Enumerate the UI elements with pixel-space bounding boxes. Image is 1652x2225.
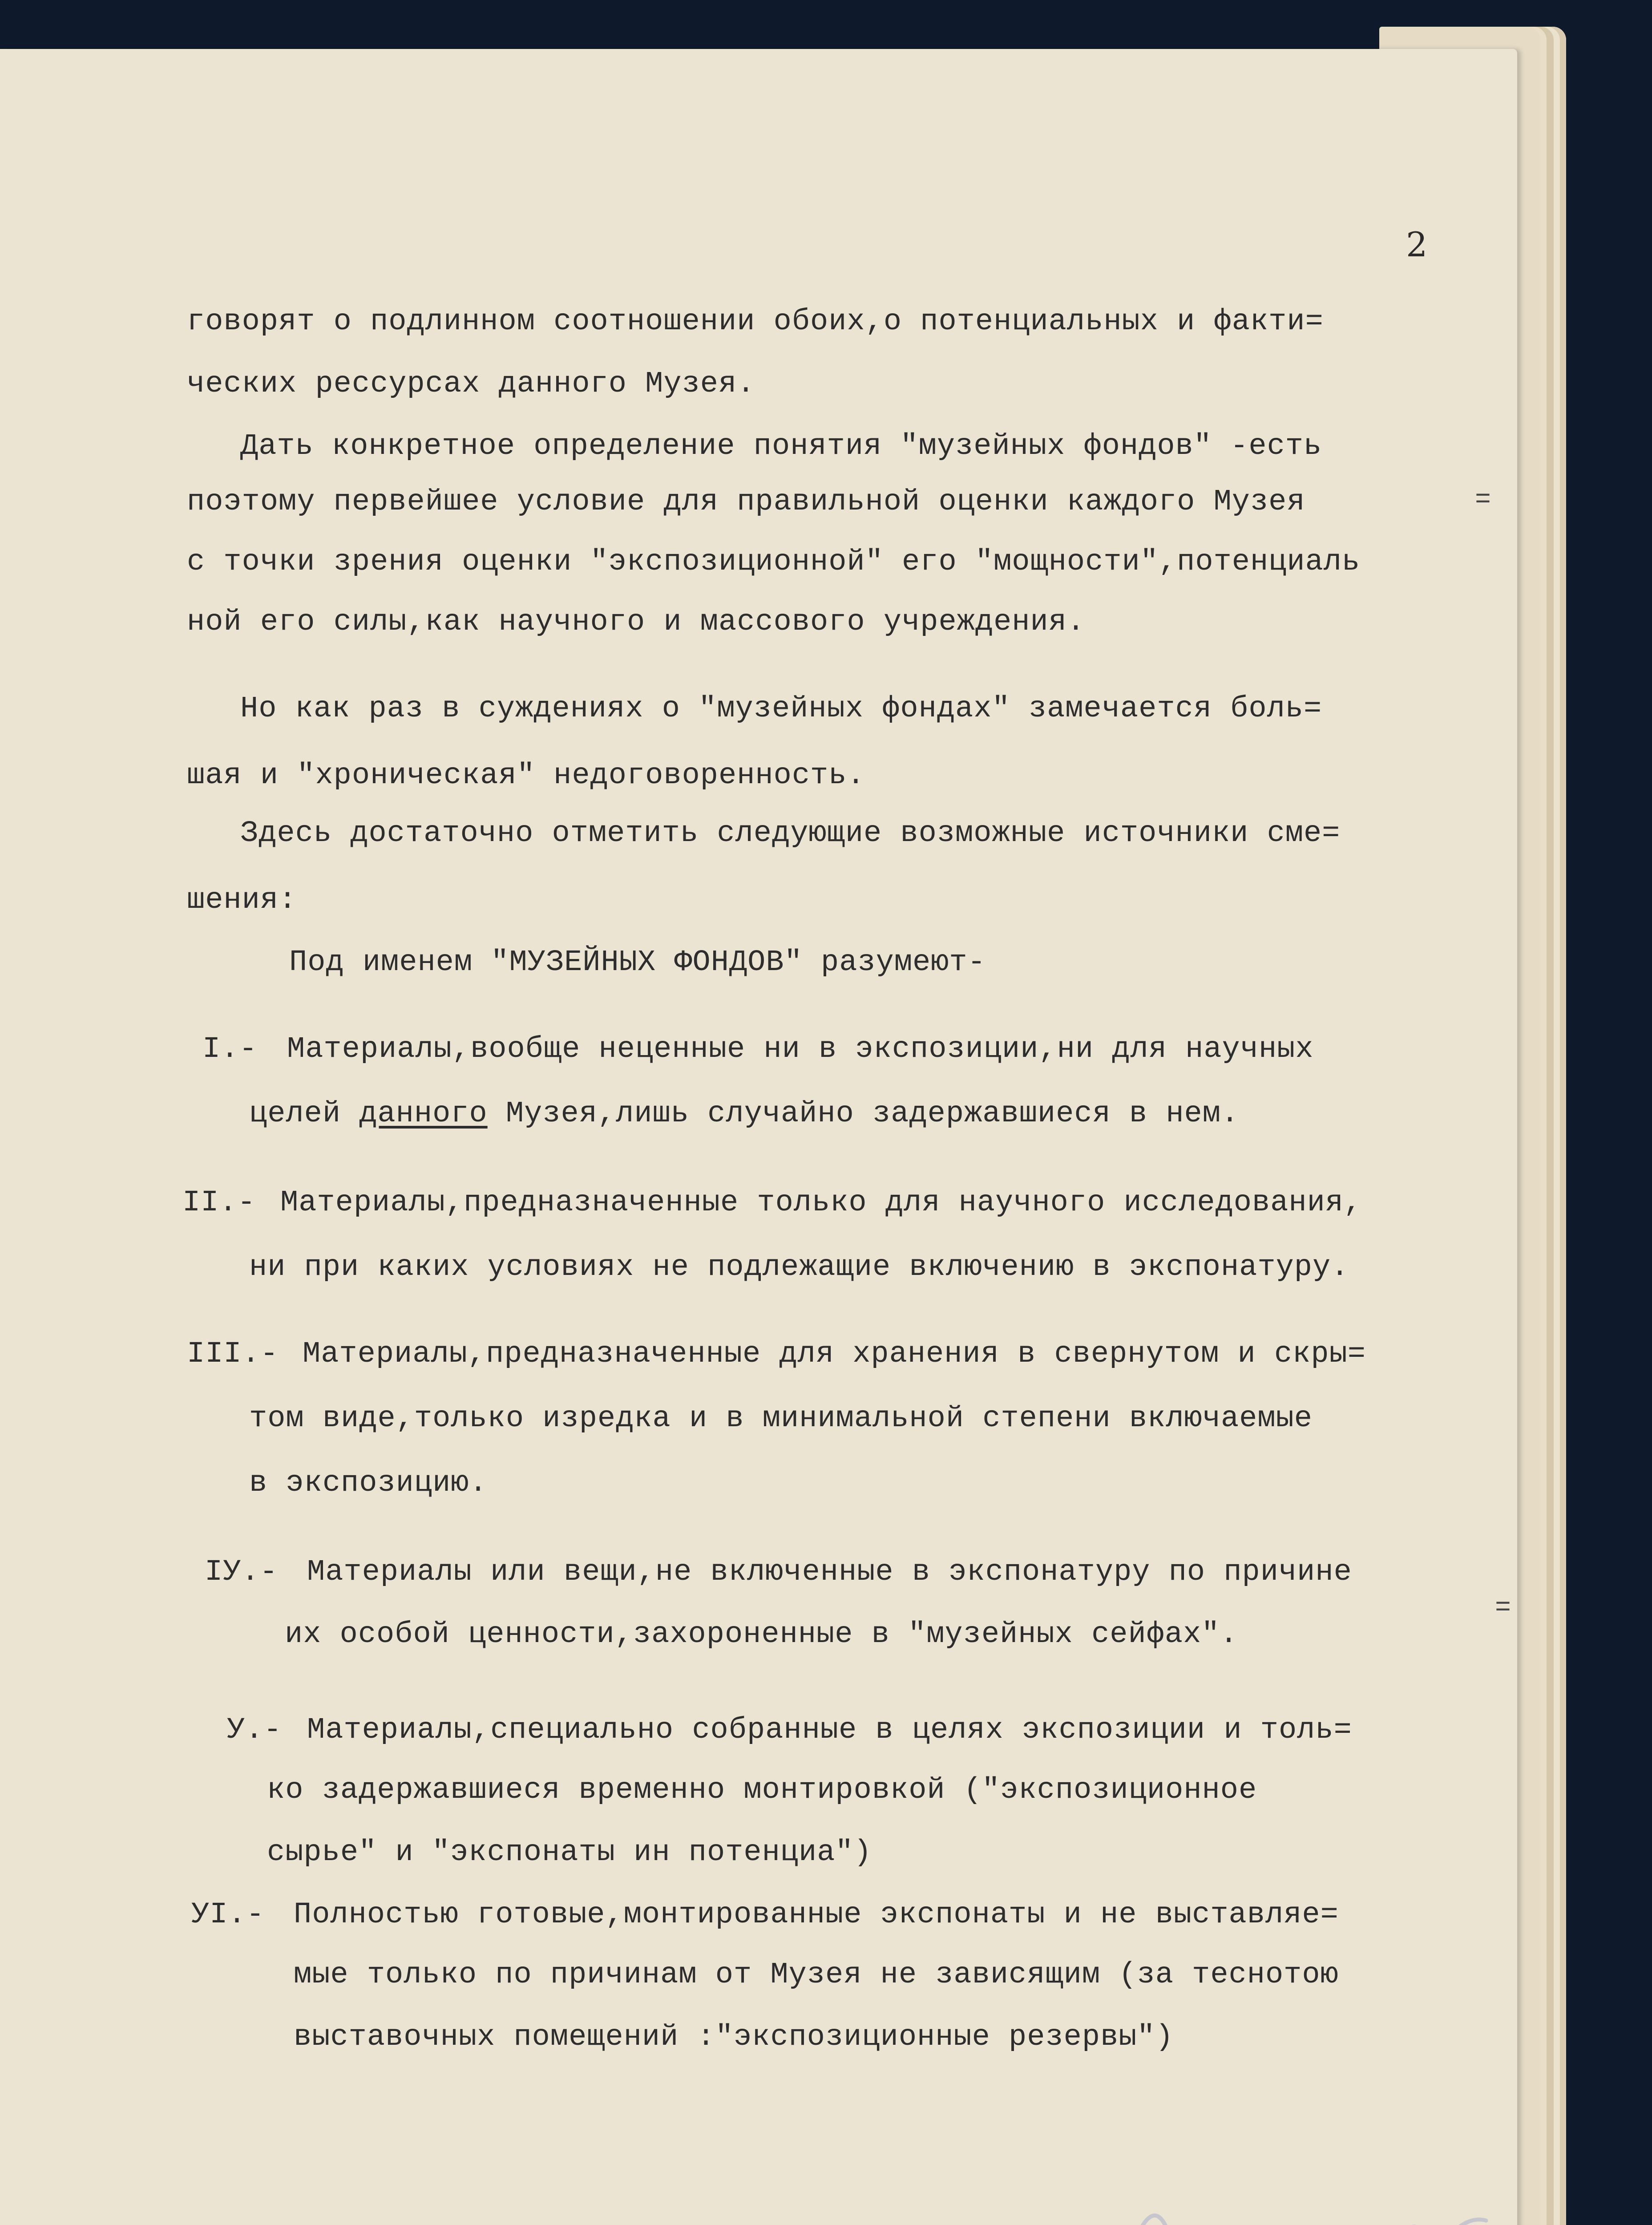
item-4-line-2: их особой ценности,захороненные в "музейных сейфах". (285, 1618, 1238, 1651)
item-2-line-1: Материалы,предназначенные только для научного исследования, (280, 1186, 1362, 1220)
item-2-line-2: ни при каких условиях не подлежащие включению в экспонатуру. (249, 1250, 1349, 1284)
item-6-line-2: мые только по причинам от Музея не зависящим (за теснотою (294, 1958, 1339, 1992)
item-3-numeral: III.- (187, 1337, 279, 1371)
item-1-line-2-post: Музея,лишь случайно задержавшиеся в нем. (487, 1097, 1240, 1131)
paragraph-3-line-1: Но как раз в суждениях о "музейных фондах" замечается боль= (240, 692, 1322, 726)
paragraph-1-line-1: говорят о подлинном соотношении обоих,о потенциальных и факти= (187, 305, 1324, 339)
margin-mark-top: = (1475, 485, 1491, 515)
item-3-line-3: в экспозицию. (249, 1466, 488, 1500)
item-2-numeral: II.- (182, 1186, 256, 1220)
paragraph-4-line-2: шения: (187, 883, 297, 917)
paragraph-1-line-2: ческих рессурсах данного Музея. (187, 367, 755, 401)
item-1-underlined-word: данного (359, 1097, 488, 1131)
item-1-line-2-pre: целей (249, 1097, 359, 1131)
paragraph-2-line-2: поэтому первейшее условие для правильной оценки каждого Музея (187, 485, 1305, 519)
item-5-line-3: сырье" и "экспонаты ин потенциа") (267, 1836, 872, 1869)
paragraph-2-line-4: ной его силы,как научного и массового учреждения. (187, 605, 1086, 639)
item-3-line-1: Материалы,предназначенные для хранения в свернутом и скры= (303, 1337, 1366, 1371)
item-6-line-3: выставочных помещений :"экспозиционные резервы") (294, 2020, 1174, 2054)
item-3-line-2: том виде,только изредка и в минимальной степени включаемые (249, 1402, 1313, 1436)
item-4-line-1: Материалы или вещи,не включенные в экспонатуру по причине (307, 1555, 1352, 1589)
item-1-numeral: I.- (202, 1032, 258, 1066)
paragraph-3-line-2: шая и "хроническая" недоговоренность. (187, 759, 865, 793)
item-5-line-1: Материалы,специально собранные в целях экспозиции и толь= (307, 1713, 1352, 1747)
margin-mark-bottom: = (1495, 1593, 1511, 1623)
item-4-numeral: IУ.- (205, 1555, 278, 1589)
page-number: 2 (1406, 225, 1428, 264)
item-1-line-2 (249, 1099, 1239, 1129)
item-5-numeral: У.- (227, 1713, 282, 1747)
paragraph-2-line-1: Дать конкретное определение понятия "музейных фондов" -есть (240, 429, 1322, 463)
paragraph-4-line-1: Здесь достаточно отметить следующие возможные источники сме= (240, 817, 1341, 850)
item-6-line-1: Полностью готовые,монтированные экспонаты и не выставляе= (294, 1898, 1339, 1932)
handwritten-archive-mark-icon (1130, 2194, 1495, 2225)
paragraph-2-line-3: с точки зрения оценки "экспозиционной" его "мощности",потенциаль (187, 545, 1361, 579)
item-1-line-1: Материалы,вообще неценные ни в экспозиции,ни для научных (287, 1032, 1314, 1066)
item-6-numeral: УI.- (191, 1898, 265, 1932)
list-intro-line: Под именем "МУЗЕЙНЫХ ФОНДОВ" разумеют- (289, 946, 986, 979)
item-5-line-2: ко задержавшиеся временно монтировкой ("экспозиционное (267, 1773, 1257, 1807)
